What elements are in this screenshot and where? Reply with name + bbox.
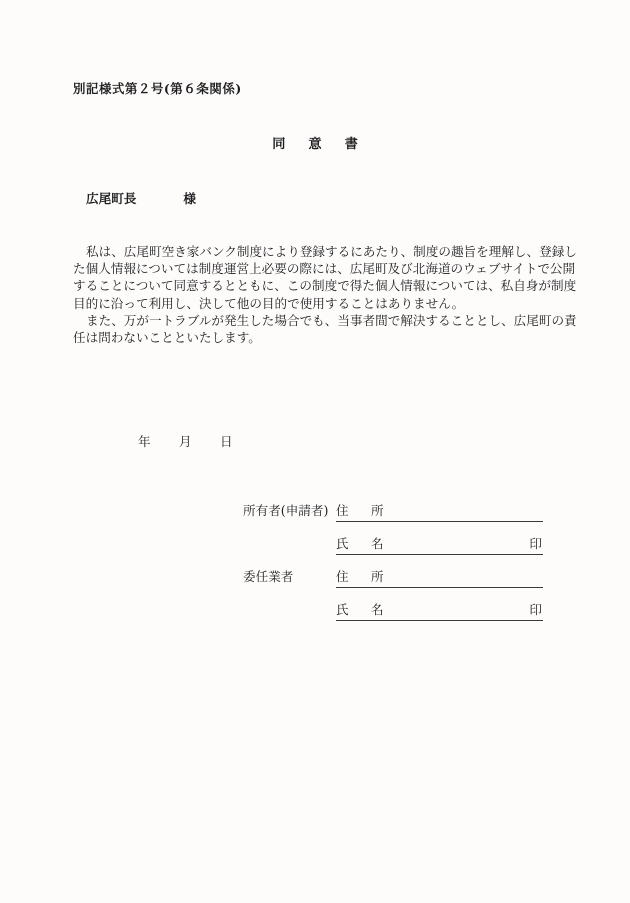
owner-name-label: 氏 名: [336, 536, 384, 551]
signature-block: [243, 489, 543, 621]
addressee: [86, 188, 196, 207]
body-paragraph1-line2: た個人情報については制度運営上必要の際には、広尾町及び北海道のウェブサイトで公開: [73, 261, 576, 277]
date-year-label: 年: [138, 434, 151, 449]
signature-row-owner-name: [243, 522, 543, 555]
owner-address-field[interactable]: [336, 500, 543, 522]
addressee-recipient: 広尾町長: [86, 191, 137, 206]
date-day-label: 日: [220, 434, 233, 449]
agent-address-label: 住 所: [336, 569, 384, 584]
body-paragraph2-line1: また、万が一トラブルが発生した場合でも、当事者間で解決することとし、広尾町の責: [86, 312, 577, 328]
body-paragraph1-line3: することについて同意するとともに、この制度で得た個人情報については、私自身が制度: [73, 278, 577, 294]
owner-address-label: 住 所: [336, 503, 384, 518]
form-number: 別記様式第２号(第６条関係): [73, 81, 242, 96]
body-paragraph1-line1: 私は、広尾町空き家バンク制度により登録するにあたり、制度の趣旨を理解し、登録し: [86, 244, 577, 259]
addressee-honorific: 様: [183, 191, 196, 206]
signature-party-agent: 委任業者: [243, 569, 294, 584]
owner-name-field[interactable]: [336, 533, 543, 555]
owner-name-seal-mark: 印: [529, 536, 542, 551]
signature-row-owner-address: [243, 489, 543, 522]
agent-name-field[interactable]: [336, 599, 543, 621]
signature-row-agent-address: [243, 555, 543, 588]
signature-row-agent-name: [243, 588, 543, 621]
signature-party-owner: 所有者(申請者): [243, 503, 329, 518]
signature-party-agent-name-spacer: [243, 618, 336, 621]
signature-party-owner-name-spacer: [243, 552, 336, 555]
document-title: 同意書: [272, 137, 381, 152]
date-line: [138, 431, 233, 450]
date-month-label: 月: [179, 434, 192, 449]
body-paragraph1-line4: 目的に沿って利用し、決して他の目的で使用することはありません。: [73, 295, 465, 311]
agent-name-label: 氏 名: [336, 602, 384, 617]
body-text: [73, 243, 577, 346]
body-paragraph2-line2: 任は問わないことといたします。: [73, 330, 261, 346]
agent-name-seal-mark: 印: [529, 602, 542, 617]
agent-address-field[interactable]: [336, 566, 543, 588]
